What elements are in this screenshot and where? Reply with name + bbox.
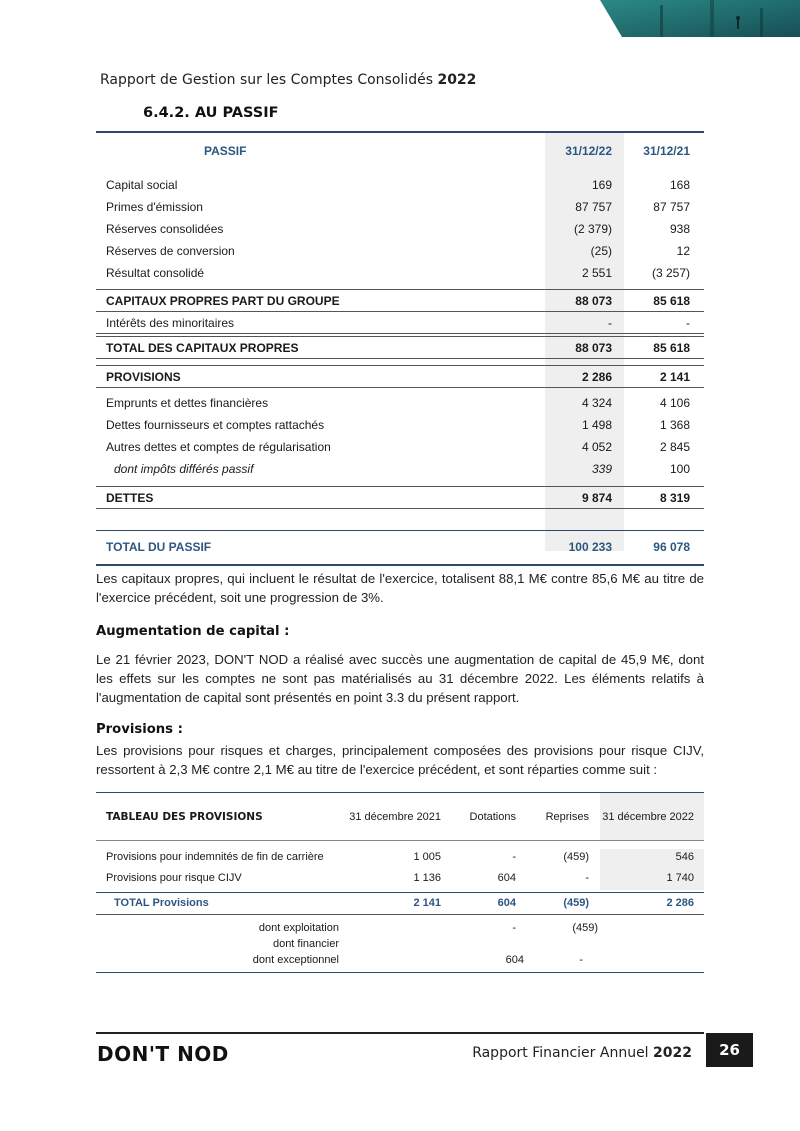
cap-groupe-row: CAPITAUX PROPRES PART DU GROUPE 88 073 85 618 [106,294,690,308]
provisions-row: PROVISIONS 2 286 2 141 [106,370,690,384]
total-cap-row: TOTAL DES CAPITAUX PROPRES 88 073 85 618 [106,341,690,355]
company-logo: DON'T NOD [97,1042,229,1066]
paragraph-capitaux: Les capitaux propres, qui incluent le résultat de l'exercice, totalisent 88,1 M€ contre 85,6 M€ au titre de l'exercice précédent, soit une progression de 3%. [96,571,704,605]
divider [96,972,704,973]
heading-provisions: Provisions : [96,722,183,737]
detail-row: dont financier [272,938,339,950]
prov-header: TABLEAU DES PROVISIONS 31 décembre 2021 Dotations Reprises 31 décembre 2022 [106,811,694,823]
table-row: Réserves de conversion (25) 12 [106,244,690,258]
header-corner-image [600,0,800,37]
footer-divider [96,1032,704,1034]
table-header [96,133,704,167]
total-passif-row: TOTAL DU PASSIF 100 233 96 078 [106,540,690,554]
table-row: Provisions pour indemnités de fin de carrière 1 005 - (459) 546 [106,851,694,863]
divider [96,840,704,841]
document-header [100,72,476,88]
passif-table [96,131,704,566]
table-row: Capital social 169 168 [106,178,690,192]
paragraph-capital: Le 21 février 2023, DON'T NOD a réalisé avec succès une augmentation de capital de 45,9 M€, dont les effets sur les comptes ne sont pas matérialisés au 31 décembre 2022. Les éléments relatifs à l'augmentation de capital sont présentés en point 3.3 du présent rapport. [96,652,704,705]
detail-row: dont exceptionnel 604 - [252,954,583,966]
prov-total-row: TOTAL Provisions 2 141 604 (459) 2 286 [114,897,694,909]
table-row: Dettes fournisseurs et comptes rattachés 1 498 1 368 [106,418,690,432]
minoritaires-row: Intérêts des minoritaires - - [106,316,690,330]
table-row: Résultat consolidé 2 551 (3 257) [106,266,690,280]
heading-capital: Augmentation de capital : [96,624,290,639]
divider [96,358,704,359]
detail-row: dont exploitation - (459) [258,922,598,934]
dettes-row: DETTES 9 874 8 319 [106,491,690,505]
provisions-table [96,792,704,973]
table-row: Emprunts et dettes financières 4 324 4 106 [106,396,690,410]
table-row: Autres dettes et comptes de régularisation 4 052 2 845 [106,440,690,454]
header-col2: 31/12/21 [643,144,690,158]
header-title: Rapport de Gestion sur les Comptes Consolidés [100,72,433,88]
page-number: 26 [706,1033,753,1067]
section-title: 6.4.2. AU PASSIF [143,105,279,121]
divider [96,564,704,566]
footer-title: Rapport Financier Annuel 2022 [472,1045,692,1061]
impots-row: dont impôts différés passif 339 100 [114,462,690,476]
table-row: Primes d'émission 87 757 87 757 [106,200,690,214]
divider [96,508,704,509]
table-row: Provisions pour risque CIJV 1 136 604 - 1 740 [106,872,694,884]
header-col1: 31/12/22 [565,144,612,158]
header-year: 2022 [437,72,477,88]
divider [96,914,704,915]
table-row: Réserves consolidées (2 379) 938 [106,222,690,236]
divider [96,387,704,388]
header-passif: PASSIF [204,144,247,158]
paragraph-provisions: Les provisions pour risques et charges, principalement composées des provisions pour risque CIJV, ressortent à 2,3 M€ contre 2,1 M€ au titre de l'exercice précédent, et sont réparties comme suit : [96,743,704,777]
